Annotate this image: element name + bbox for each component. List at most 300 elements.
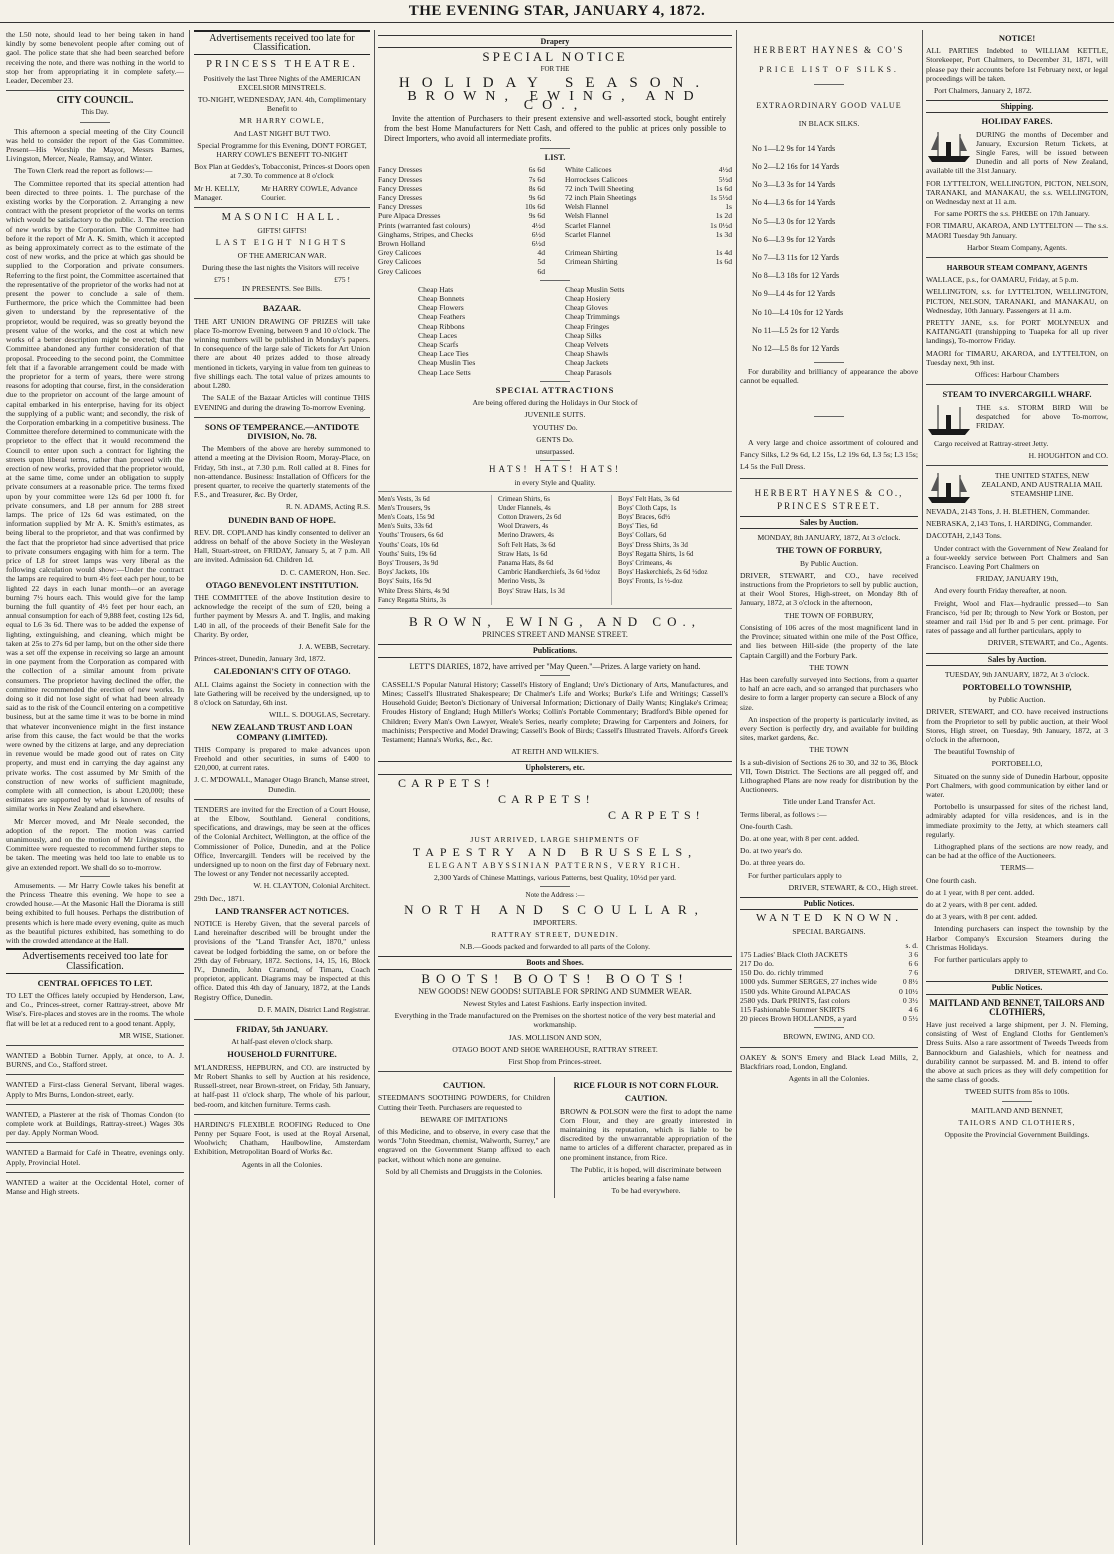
price-item — [378, 239, 545, 248]
price-item-price: 5d — [537, 257, 545, 267]
maori-sailing: MAORI for TIMARU, AKAROA, and LYTTELTON, on Tuesday next, 9th inst. — [926, 348, 1108, 367]
column-rule — [922, 30, 923, 1545]
clothing-item: Boys' Fronts, 1s ½-doz — [618, 577, 683, 586]
price-item — [565, 193, 732, 202]
carpets-2: CARPETS! — [498, 791, 595, 806]
shipping-heading: Shipping. — [926, 100, 1108, 113]
silk-row: No 3—L3 3s for 14 Yards — [752, 180, 836, 190]
haynes-title-2: HERBERT HAYNES & CO., — [754, 487, 904, 498]
wanted-ad: WANTED a Barmaid for Café in Theatre, evenings only. Apply, Provincial Hotel. — [6, 1148, 184, 1167]
special-notice: SPECIAL NOTICE — [482, 49, 628, 65]
terms-4: Do. at three years do. — [740, 858, 805, 868]
clothing-item: Boys' Suits, 16s 9d — [378, 577, 432, 586]
dacotah: DACOTAH, 2,143 Tons. — [926, 531, 1002, 541]
lithographed: Lithographed plans of the sections are now ready, and can be had at the office of the Auctioneers. — [926, 842, 1108, 861]
silk-row: No 5—L3 0s for 12 Yards — [752, 216, 836, 226]
portobello-sub: by Public Auction. — [988, 695, 1046, 705]
cheap-list-left — [418, 285, 545, 377]
wanted-ad: WANTED a First-class General Servant, liberal wages. Apply to Mrs Burns, London-street, early. — [6, 1080, 184, 1099]
terms: Terms liberal, as follows :— — [740, 809, 827, 819]
lyttelton-sailing: FOR LYTTELTON, WELLINGTON, PICTON, NELSON, TARANAKI, and MANAKAU, the s.s. WELLINGTON, on Wednesday next at 11 a.m. — [926, 178, 1108, 207]
price-item — [565, 257, 732, 266]
price-item — [378, 211, 545, 220]
caution-row — [378, 1077, 732, 1198]
brown-ewing-sig: BROWN, EWING, AND CO. — [783, 1032, 875, 1042]
term-4: do at 3 years, with 8 per cent. added. — [926, 912, 1038, 922]
bargain-row-price: 0 5½ — [902, 1014, 918, 1024]
price-item-label: Fancy Dresses — [378, 174, 423, 184]
portobello-paragraph-2: Portobello is unsurpassed for sites of the richest land, admirably adapted for villa residences, and is in the immediate proximity to the Jetty, at which steamers call regularly. — [926, 802, 1108, 839]
timaru-sailing: FOR TIMARU, AKAROA, AND LYTTELTON — The s.s. MAORI Tuesday 9th January. — [926, 221, 1108, 240]
price-list — [378, 165, 732, 275]
princes-street: PRINCES STREET. — [777, 500, 881, 511]
price-item — [378, 257, 545, 266]
town-of-forbury: THE TOWN OF FORBURY, — [784, 610, 874, 620]
price-item-label: 72 inch Twill Sheeting — [565, 183, 634, 193]
price-item — [378, 248, 545, 257]
column-4 — [740, 30, 918, 1545]
princess-courier: Mr HARRY COWLE, Advance Courier. — [261, 183, 358, 202]
cheap-item: Cheap Laces — [418, 330, 458, 340]
rice-title: RICE FLOUR IS NOT CORN FLOUR. — [573, 1080, 719, 1091]
price-item — [565, 267, 732, 276]
wallace-sailing: WALLACE, p.s., for OAMARU, Friday, at 5 p.m. — [926, 275, 1079, 285]
clothing-item: Wool Drawers, 4s — [498, 522, 549, 531]
land-paragraph: NOTICE is Hereby Given, that the several parcels of Land hereinafter described will be brought under the provisions of the "Land Transfer Act, 1870," unless caveat be lodged forbidding the same, on or before the 29th day of February, 1872. Sections, 14, 15, 16, Block IV., Dunedin, John Cramond, of Timaru, Coach proprietor, applicant. Diagrams may be inspected at this office. Dated this 4th day of January, 1872, at the Lands Registry Office, Dunedin. — [194, 919, 370, 1002]
benevolent-title: OTAGO BENEVOLENT INSTITUTION. — [205, 579, 359, 590]
mattings: 2,300 Yards of Chinese Mattings, various Patterns, best Quality, 10½d per yard. — [433, 873, 677, 883]
list-title: LIST. — [544, 152, 566, 163]
clothing-table — [378, 491, 732, 609]
tailors-sig: TAILORS AND CLOTHIERS, — [958, 1117, 1076, 1127]
masonic-amount: £75 ! — [334, 275, 350, 285]
price-item-label: Grey Calicoes — [378, 266, 422, 276]
freight: Freight, Wool and Flax—hydraulic pressed—to San Francisco, ½d per lb; through to New York or Boston, per steamer and rail 1¼d per lb and 5 per cent. primage. For rates of passage and all further particulars, apply to — [926, 598, 1108, 636]
silk-row: No 1—L2 9s for 14 Yards — [752, 143, 836, 153]
everything-trade: Everything in the Trade manufactured on the Premises on the shortest notice of the very best material and workmanship. — [394, 1011, 716, 1030]
council-subtitle: This Day. — [81, 108, 109, 117]
wanted-known: WANTED KNOWN. — [755, 912, 903, 925]
brown-ewing-footer: BROWN, EWING, AND CO., — [409, 613, 701, 629]
beautiful-township: The beautiful Township of — [934, 747, 1015, 757]
forbury-sub: By Public Auction. — [799, 558, 858, 568]
letts-ad: LETT'S DIARIES, 1872, have arrived per "May Queen."—Prizes. A large variety on hand. — [409, 661, 701, 671]
situated: Situated on the sunny side of Dunedin Harbour, opposite Port Chalmers, with good communication by either land or water. — [926, 771, 1108, 799]
driver-agents: DRIVER, STEWART, and Co., Agents. — [987, 638, 1108, 648]
price-item-label: Fancy Dresses — [378, 183, 423, 193]
cargo: Cargo received at Rattray-street Jetty. — [934, 438, 1049, 448]
sons-title: SONS OF TEMPERANCE.—ANTIDOTE DIVISION, No. 78. — [204, 421, 360, 441]
clothing-item: Men's Coats, 15s 9d — [378, 512, 435, 521]
column-2 — [194, 30, 370, 1545]
caution-title-2: CAUTION. — [624, 1093, 668, 1104]
bargain-row-price: 0 3½ — [902, 995, 918, 1005]
invercargill-title: STEAM TO INVERCARGILL WHARF. — [942, 389, 1092, 400]
tweed-suits: TWEED SUITS from 85s to 100s. — [964, 1087, 1070, 1097]
steedman-para: of this Medicine, and to observe, in every case that the words "John Steedman, chemist, Walworth, Surrey," are engraved on the Government Stamp affixed to each packet, without which none are genuine. — [378, 1127, 550, 1164]
kettle-notice: ALL PARTIES Indebted to WILLIAM KETTLE, Storekeeper, Port Chalmers, to December 31, 1871, will please pay their accounts before 1st February next, or legal proceedings will be taken. — [926, 46, 1108, 83]
houghton: H. HOUGHTON and CO. — [1028, 450, 1108, 460]
cheap-item: Cheap Gloves — [565, 303, 608, 313]
bargain-row-price: 7 6 — [908, 968, 918, 978]
attractions-title: SPECIAL ATTRACTIONS — [495, 384, 615, 395]
price-item-label: 72 inch Plain Sheetings — [565, 193, 637, 203]
column-rule — [736, 30, 737, 1545]
cheap-item: Cheap Velvets — [565, 340, 609, 350]
clothing-item: Boys' Braces, 6d½ — [618, 512, 671, 521]
column-5 — [926, 30, 1108, 1545]
silk-row: No 2—L2 16s for 14 Yards — [752, 162, 840, 172]
masonic-paragraph: During these the last nights the Visitors will receive — [202, 262, 360, 272]
fancy-silks: A very large and choice assortment of coloured and Fancy Silks, L2 9s 6d, L2 15s, L2 19s 6d, L3 5s; L3 15s; L4 5s the Full Dress. — [740, 437, 918, 471]
the-town: THE TOWN — [809, 662, 849, 672]
offices-signature: MR WISE, Stationer. — [119, 1030, 184, 1040]
price-item — [378, 165, 545, 174]
upholsterers-heading: Upholsterers, etc. — [378, 761, 732, 774]
price-item — [565, 202, 732, 211]
princess-line: Special Programme for this Evening, DON'T FORGET, HARRY COWLE'S BENEFIT TO-NIGHT — [197, 140, 367, 160]
opposite: Opposite the Provincial Government Buildings. — [944, 1130, 1090, 1140]
price-item-price: 1s 6d — [715, 257, 732, 267]
clothing-item: Boys' Haskerchiefs, 2s 6d ½doz — [618, 568, 708, 577]
silk-row: No 12—L5 8s for 12 Yards — [752, 344, 840, 354]
price-item — [565, 184, 732, 193]
hsc-title: HARBOUR STEAM COMPANY, AGENTS — [946, 263, 1088, 273]
bargain-row-label: 20 pieces Brown HOLLANDS, a yard — [740, 1014, 857, 1024]
price-item-price: 8s 6d — [528, 183, 545, 193]
price-item-label: Scarlet Flannel — [565, 220, 611, 230]
term-2: do at 1 year, with 8 per cent. added. — [926, 887, 1035, 897]
attractions-text: Are being offered during the Holidays in Our Stock of — [472, 398, 638, 408]
masonic-war: OF THE AMERICAN WAR. — [237, 250, 327, 260]
bazaar-paragraph: The SALE of the Bazaar Articles will continue THIS EVENING and during the drawing To-morrow Evening. — [194, 393, 370, 412]
price-item — [565, 248, 732, 257]
clothing-item: Soft Felt Hats, 3s 6d — [498, 540, 556, 549]
price-item-price: 1s 6d — [715, 183, 732, 193]
further-particulars: For further particulars apply to — [934, 955, 1028, 965]
price-item-price: 6s 6d — [528, 165, 545, 175]
for-the: FOR THE — [540, 65, 570, 74]
hope-title: DUNEDIN BAND OF HOPE. — [228, 514, 336, 525]
portobello-paragraph: DRIVER, STEWART, and CO. have received instructions from the Proprietor to sell by public auction, at their Wool Stores, High street, on Tuesday, 9th January, 1872, at 3 o'clock in the afternoon, — [926, 707, 1108, 744]
tapestry-brussels: TAPESTRY AND BRUSSELS, — [412, 844, 698, 859]
notice-title: NOTICE! — [998, 33, 1036, 43]
bazaar-paragraph: THE ART UNION DRAWING OF PRIZES will take place To-morrow Evening, between 9 and 10 o'clock. The winning numbers will be published in Monday's papers. In consequence of the large sale of Tickets for Art Union there are about 40 prizes added to those already mentioned in tickets, varying in value from ten guineas to five shillings each. The total value of prizes amounts to about L280. — [194, 316, 370, 391]
nebraska: NEBRASKA, 2,143 Tons, I. HARDING, Commander. — [926, 519, 1093, 529]
steedman-ad — [378, 1077, 555, 1198]
clothing-item: Youths' Coats, 10s 6d — [378, 540, 439, 549]
terms-2: Do. at one year, with 8 per cent. added. — [740, 833, 860, 843]
first-shop: First Shop from Princes-street. — [508, 1057, 602, 1067]
carpets-block — [378, 775, 732, 835]
princess-line: Positively the last Three Nights of the AMERICAN EXCELSIOR MINSTRELS. — [203, 73, 361, 92]
wanted-ad: WANTED a Bobbin Turner. Apply, at once, to A. J. BURNS, and Co., Stafford street. — [6, 1050, 184, 1070]
clothing-item: Cambric Handkerchiefs, 3s 6d ½doz — [498, 568, 601, 577]
youths-suits: YOUTHS' Do. — [532, 422, 578, 432]
price-item — [565, 239, 732, 248]
clothing-item: Boys' Straw Hats, 1s 3d — [498, 586, 565, 595]
bargain-row — [740, 996, 918, 1005]
offices-title: CENTRAL OFFICES TO LET. — [37, 977, 153, 988]
bargain-row-price: 3 6 — [908, 949, 918, 959]
portobello-title: PORTOBELLO TOWNSHIP, — [962, 681, 1072, 692]
monday-date: MONDAY, 8th JANUARY, 1872, At 3 o'clock. — [757, 533, 901, 543]
tenders-signature: W. H. CLAYTON, Colonial Architect. — [253, 881, 370, 891]
driver-paragraph: DRIVER, STEWART, and CO., have received instructions from the Proprietors to sell by public auction, at their Wool Stores, High-street, on Monday 8th of January, 1872, at 3 o'clock in the afternoon, — [740, 570, 918, 608]
inspection: An inspection of the property is particularly invited, as every Section is perfectly dry, and available for building sites, market gardens, &c. — [740, 714, 918, 743]
cheap-item: Cheap Jackets — [565, 358, 609, 368]
price-item — [565, 230, 732, 239]
bargain-row-price: 6 6 — [908, 958, 918, 968]
mens-list — [378, 495, 492, 605]
haynes-title: HERBERT HAYNES & CO'S — [753, 45, 905, 55]
mail-line-title: THE UNITED STATES, NEW ZEALAND, AND AUSTRALIA MAIL STEAMSHIP LINE. — [981, 470, 1103, 499]
brown-ewing-address: PRINCES STREET AND MANSE STREET. — [482, 630, 628, 640]
boots-title: BOOTS! BOOTS! BOOTS! — [421, 970, 689, 986]
otago-boot: OTAGO BOOT AND SHOE WAREHOUSE, RATTRAY STREET. — [452, 1044, 658, 1054]
carpets-3: CARPETS! — [608, 807, 705, 822]
clothing-item: Boys' Regatta Shirts, 1s 6d — [618, 549, 694, 558]
bargain-row-label: 1000 yds. Summer SERGES, 27 inches wide — [740, 977, 877, 987]
bargain-row-label: 175 Ladies' Black Cloth JACKETS — [740, 949, 848, 959]
cheap-item: Cheap Fringes — [565, 321, 610, 331]
steedman-text: STEEDMAN'S SOOTHING POWDERS, for Children Cutting their Teeth. Purchasers are requested to — [378, 1093, 550, 1112]
caledonian-signature: WILL. S. DOUGLAS, Secretary. — [269, 710, 370, 720]
kettle-date: Port Chalmers, January 2, 1872. — [934, 86, 1032, 96]
unsurpassed: unsurpassed. — [535, 446, 575, 456]
clothing-item: Crimean Shirts, 6s — [498, 494, 550, 503]
bargain-row-label: 150 Do. do. richly trimmed — [740, 968, 824, 978]
masthead: THE EVENING STAR, JANUARY 4, 1872. — [0, 0, 1114, 23]
benevolent-signature: J. A. WEBB, Secretary. — [298, 641, 370, 651]
bargain-row — [740, 959, 918, 968]
bargains-header: s. d. — [905, 940, 918, 950]
clothing-item: Boys' Ties, 6d — [618, 522, 658, 531]
bargain-row-label: 217 Do do. — [740, 958, 774, 968]
newest-styles: Newest Styles and Latest Fashions. Early inspection invited. — [463, 999, 647, 1009]
bargain-row — [740, 1014, 918, 1023]
driver-signature-2: DRIVER, STEWART, and Co. — [1014, 967, 1108, 977]
price-item — [378, 175, 545, 184]
brown-ewing-title: BROWN, EWING, AND CO., — [407, 88, 703, 114]
bargain-row — [740, 968, 918, 977]
publications-heading: Publications. — [378, 644, 732, 657]
princess-title: PRINCESS THEATRE. — [206, 59, 358, 71]
cheap-item: Cheap Trimmings — [565, 312, 620, 322]
polson-everywhere: To be had everywhere. — [611, 1186, 681, 1196]
polson-public: The Public, it is hoped, will discriminate between articles bearing a false name — [570, 1164, 722, 1184]
durability: For durability and brilliancy of appearance the above cannot be equalled. — [740, 367, 918, 386]
rattray-street: RATTRAY STREET, DUNEDIN. — [491, 930, 619, 940]
princess-beneficiary: MR HARRY COWLE, — [239, 116, 325, 126]
term-1: One fourth cash. — [926, 875, 977, 885]
princess-line: Box Plan at Geddes's, Tobacconist, Princes-st Doors open at 7.30. To commence at 8 o'clock — [194, 162, 370, 181]
cassell-ad: CASSELL'S Popular Natural History; Cassell's History of England; Ure's Dictionary of Arts, Manufactures, and Mines; Cassell's Illustrated Shakespeare; Dr Chalmer's Life and Works; Burke's Life and Writings; Cassell's Household Guide; Beeton's Dictionary of Universal Information; Dictionary of Daily Wants; Kinglake's Crimea; Froudes History of England; Hugh Miller's Works; Collin's Portable Commentary; Bradford's Bible opened for Children; Every Man's Own Lawyer, Weale's Series, nearly complete; Drawing for Carpenters and Joiners, for machinists; Perspective and Model Drawing; Cassell's Book of Birds; Cassell's Illustrated Travels. Alford's Greek Testament; Hanna's Works, &c., &c. — [382, 679, 728, 744]
bargain-row-price: 0 8½ — [902, 977, 918, 987]
hats-title: HATS! HATS! HATS! — [488, 464, 621, 475]
forbury-title: THE TOWN OF FORBURY, — [776, 545, 882, 556]
price-item-label: White Calicoes — [565, 165, 612, 175]
silk-price-rows — [740, 144, 918, 353]
cheap-item: Cheap Ribbons — [418, 321, 465, 331]
nevada: NEVADA, 2143 Tons, J. H. BLETHEN, Commander. — [926, 506, 1090, 516]
price-item — [565, 211, 732, 220]
cheap-item: Cheap Lace Setts — [418, 367, 471, 377]
harding-agents: Agents in all the Colonies. — [241, 1159, 323, 1169]
price-item-label: Fancy Dresses — [378, 165, 423, 175]
price-item-label: Welsh Flannel — [565, 211, 609, 221]
intending: Intending purchasers can inspect the township by the Harbor Company's Excursion Steamers during the Christmas Holidays. — [926, 924, 1108, 952]
nztl-paragraph: THIS Company is prepared to make advances upon Freehold and other securities, in sums of £400 to £20,000, at current rates. — [194, 744, 370, 773]
silk-row: No 8—L3 18s for 12 Yards — [752, 271, 840, 281]
price-item-label: Prints (warranted fast colours) — [378, 220, 471, 230]
clothing-item: Fancy Regatta Shirts, 3s — [378, 595, 447, 604]
caledonian-title: CALEDONIAN'S CITY OF OTAGO. — [213, 666, 351, 677]
cheap-item: Cheap Flowers — [418, 303, 464, 313]
drapery-intro: Invite the attention of Purchasers to their present extensive and well-assorted stock, bought entirely from the best Home Manufacturers for Nett Cash, and offered to the public at prices only possible to Direct Importers, who avoid all intermediate profits. — [384, 114, 726, 144]
friday-sub: At half-past eleven o'clock sharp. — [231, 1037, 333, 1047]
cheap-item: Cheap Lace Ties — [418, 349, 469, 359]
clothing-item: Cotton Drawers, 2s 6d — [498, 512, 561, 521]
term-3: do at 2 years, with 8 per cent. added. — [926, 900, 1038, 910]
clothing-item: Boys' Cloth Caps, 1s — [618, 503, 677, 512]
cheap-list-right — [565, 285, 692, 377]
new-goods: NEW GOODS! NEW GOODS! SUITABLE FOR SPRING AND SUMMER WEAR. — [418, 986, 692, 996]
cheap-item: Cheap Scarfs — [418, 340, 459, 350]
masonic-gifts: GIFTS! GIFTS! — [257, 226, 307, 236]
clothing-item: Panama Hats, 8s 6d — [498, 558, 554, 567]
column-1 — [6, 30, 184, 1545]
price-item-price: 1s 2d — [715, 211, 732, 221]
price-list-left — [378, 165, 545, 275]
adv-section-title: Advertisements received too late for Classification. — [6, 948, 184, 973]
friday-19: FRIDAY, JANUARY 19th, — [975, 574, 1059, 584]
carpets-1: CARPETS! — [398, 775, 495, 790]
hats-sub: in every Style and Quality. — [514, 478, 596, 488]
reith-wilkie: AT REITH AND WILKIE'S. — [511, 747, 599, 757]
clothing-item: Boys' Felt Hats, 3s 6d — [618, 494, 680, 503]
column-rule — [189, 30, 190, 1545]
tuesday-date: TUESDAY, 9th JANUARY, 1872, At 3 o'clock. — [944, 669, 1090, 679]
drapery-heading: Drapery — [378, 35, 732, 48]
price-item-label: Grey Calicoes — [378, 248, 422, 258]
nb-note: N.B.—Goods packed and forwarded to all parts of the Colony. — [459, 942, 651, 952]
tenders-paragraph: TENDERS are invited for the Erection of a Court House, at the Elbow, Southland. General conditions, specifications, and drawings, may be seen at the offices of the Colonial Architect, Wellington, at the office of the Commissioner of Police, Dunedin, and at the Police Office, Invercargill. Tenders will be received by the undersigned up to noon on the first day of February next. The lowest or any Tender not necessarily accepted. — [194, 804, 370, 879]
harbor-agents: Harbor Steam Company, Agents. — [966, 242, 1068, 252]
land-signature: D. F. MAIN, District Land Registrar. — [257, 1004, 370, 1014]
abyssinian: ELEGANT ABYSSINIAN PATTERNS, VERY RICH. — [428, 861, 682, 870]
price-item-label: Brown Holland — [378, 239, 426, 249]
masonic-amount: £75 ! — [214, 275, 230, 285]
terms-title: TERMS— — [1000, 863, 1034, 873]
title-transfer: Title under Land Transfer Act. — [782, 797, 876, 807]
gents-suits: GENTS Do. — [536, 434, 574, 444]
oakey-ad: OAKEY & SON'S Emery and Black Lead Mills, 2, Blackfriars road, London, England. — [740, 1052, 918, 1071]
furniture-paragraph: M'LANDRESS, HEPBURN, and CO. are instructed by Mr Robert Shanks to sell by Auction at his residence, Russell-street, near Brown-street, on Friday, 5th January, at half-past 11 o'clock sharp, The whole of his parlour, bed-room, and kitchen furniture. Terms cash. — [194, 1062, 370, 1109]
masonic-presents: IN PRESENTS. See Bills. — [242, 284, 322, 294]
benevolent-date: Princes-street, Dunedin, January 3rd, 1872. — [194, 654, 326, 664]
furniture-title: HOUSEHOLD FURNITURE. — [227, 1049, 337, 1060]
price-item-price: 4½d — [718, 165, 732, 175]
princess-line: TO-NIGHT, WEDNESDAY, JAN. 4th, Complimentary Benefit to — [197, 95, 367, 114]
price-item-price: 6½d — [531, 239, 545, 249]
cheap-item: Cheap Silks — [565, 330, 602, 340]
clothing-item: Youths' Suits, 19s 6d — [378, 549, 437, 558]
price-item — [565, 175, 732, 184]
note-address: Note the Address :— — [525, 891, 585, 900]
sales-heading: Sales by Auction. — [926, 653, 1108, 666]
clothing-item: Men's Suits, 33s 6d — [378, 522, 433, 531]
steamship-icon — [926, 130, 972, 164]
price-item-label: Scarlet Flannel — [565, 229, 611, 239]
terms-1: One-fourth Cash. — [740, 821, 793, 831]
council-paragraph: The Town Clerk read the report as follows:— — [14, 166, 153, 176]
mollison: JAS. MOLLISON AND SON, — [508, 1032, 602, 1042]
bargain-row-price: 4 6 — [908, 1005, 918, 1014]
price-item-price: 9s 6d — [528, 211, 545, 221]
masonic-title: MASONIC HALL. — [221, 212, 343, 224]
cheap-item: Cheap Muslin Ties — [418, 358, 476, 368]
price-item — [378, 221, 545, 230]
masonic-nights: LAST EIGHT NIGHTS — [215, 237, 349, 248]
price-item-label: Crimean Shirting — [565, 248, 618, 258]
storm-bird: THE s.s. STORM BIRD Will be despatched for above To-morrow, FRIDAY. — [976, 402, 1108, 430]
pretty-jane-sailing: PRETTY JANE, s.s. for PORT MOLYNEUX and KAITANGATI (transhipping to Tuapeka for all up river landings), To-morrow Friday. — [926, 318, 1108, 346]
price-item — [565, 165, 732, 174]
driver-signature: DRIVER, STEWART, & CO., High street. — [788, 882, 918, 892]
silk-row: No 11—L5 2s for 12 Yards — [752, 325, 839, 335]
sons-paragraph: The Members of the above are hereby summoned to attend a meeting at the Division Room, Moray-Place, on Friday, 5th inst., at 7.30 p.m. Roll called at 8. Fines for non-attendance. Business: Installation of Officers for the present quarter, to receive the quarterly statements of the F.S., and Treasurer, &c. By Order, — [194, 444, 370, 500]
clothing-item: Boys' Jackets, 10s — [378, 568, 429, 577]
maitland-sig: MAITLAND AND BENNET, — [971, 1105, 1063, 1115]
price-item-price: 1s 3d — [715, 229, 732, 239]
princess-manager: Mr H. KELLY, Manager. — [194, 183, 240, 202]
price-item-price: 9s 6d — [528, 193, 545, 203]
polson-ad — [555, 1077, 732, 1198]
price-item-price: 6d — [537, 266, 545, 276]
price-item — [378, 230, 545, 239]
price-item-price: 1s 0½d — [710, 220, 732, 230]
special-bargains: SPECIAL BARGAINS. — [792, 927, 866, 937]
price-item — [378, 193, 545, 202]
price-item-price: 1s — [725, 202, 732, 212]
phoebe-sailing: For same PORTS the s.s. PHŒBE on 17th January. — [934, 209, 1090, 219]
bargain-row-label: 1500 yds. White Ground ALPACAS — [740, 986, 851, 996]
harbour-offices: Offices: Harbour Chambers — [974, 370, 1060, 380]
clothing-item: Merino Drawers, 4s — [498, 531, 554, 540]
nztl-title: NEW ZEALAND TRUST AND LOAN COMPANY (LIMITED). — [211, 722, 353, 742]
cheap-item: Cheap Hosiery — [565, 294, 611, 304]
cheap-item: Cheap Bonnets — [418, 294, 465, 304]
price-item-price: 1s 5½d — [710, 193, 732, 203]
terms-3: Do. at two year's do. — [740, 846, 803, 856]
cheap-item: Cheap Shawls — [565, 349, 609, 359]
bazaar-title: BAZAAR. — [262, 303, 302, 314]
column-3 — [378, 30, 732, 1545]
wanted-ad: WANTED, a Plasterer at the risk of Thomas Condon (to complete work at Buildings, Rattray-street.) Wages 30s per day. Apply Norman Wood. — [6, 1109, 184, 1138]
underwear-list — [498, 495, 612, 605]
amusements-paragraph: Amusements. — Mr Harry Cowle takes his benefit at the Princess Theatre this evening. We hope to see a crowded house.—At the Masonic Hall the Diorama is still being exhibited to full houses. Perhaps the distribution of presents which is here made every evening, quite as much as the beautiful pictures exhibited, has something to do with the crowded attendance at the Hall. — [6, 880, 184, 946]
portobello-name: PORTOBELLO, — [991, 759, 1043, 769]
further: For further particulars apply to — [748, 870, 842, 880]
maitland-paragraph: Have just received a large shipment, per J. N. Fleming, consisting of West of England Cloths for Gentlemen's Dress Suits. Also a rare assortment of Tweeds Tweeds from Bannockburn and Galashiels, which for neatness and durability cannot be surpassed. M. and B. intend to offer the above at such prices as they will defy competition for the same class of goods. — [926, 1020, 1108, 1085]
steamship-icon — [926, 403, 972, 437]
silk-row: No 10—L4 10s for 12 Yards — [752, 307, 844, 317]
price-item — [565, 221, 732, 230]
cheap-item: Cheap Feathers — [418, 312, 466, 322]
maitland-title: MAITLAND AND BENNET, TAILORS AND CLOTHIERS, — [929, 997, 1105, 1017]
town-description: Has been carefully surveyed into Sections, from a quarter to half an acre each, and so arranged that purchasers who desire to form a larger property can secure a Block of any size. — [740, 674, 918, 712]
